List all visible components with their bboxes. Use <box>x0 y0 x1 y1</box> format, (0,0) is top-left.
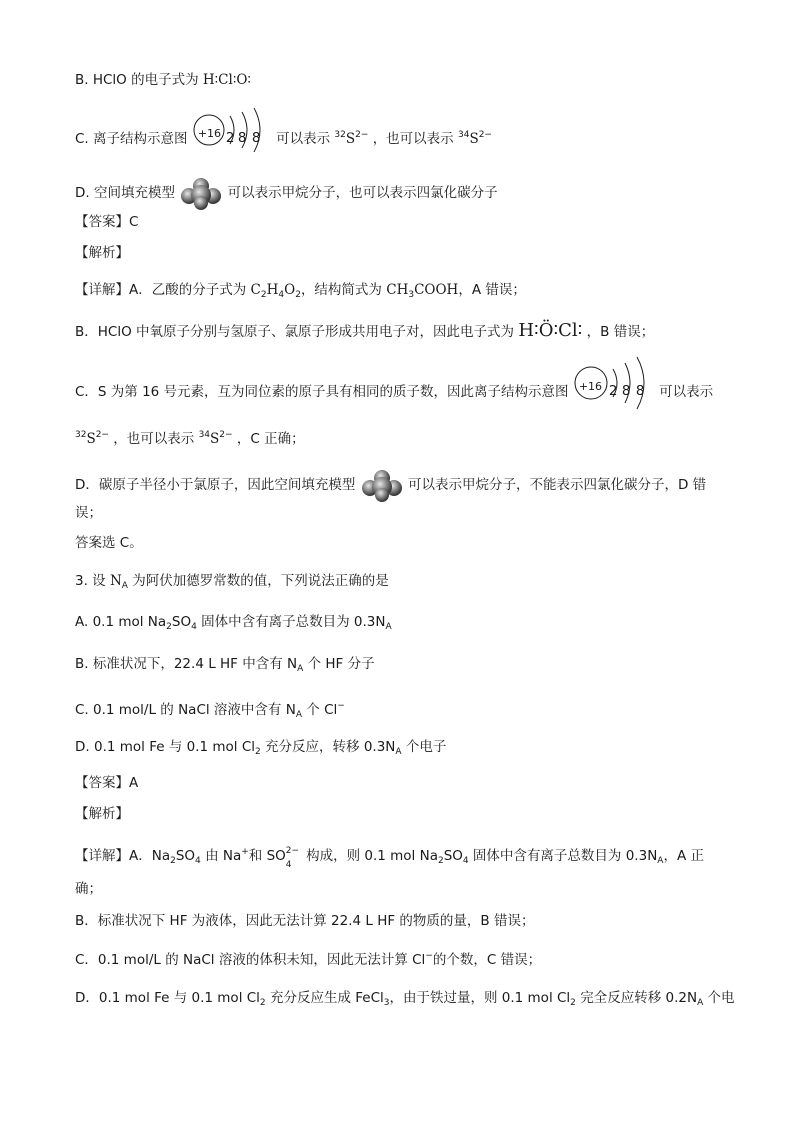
text: ，由于铁过量，则 0.1 mol Cl <box>389 990 571 1006</box>
shell-1: 2 <box>225 130 235 146</box>
option-text: 可以表示甲烷分子，也可以表示四氯化碳分子 <box>227 185 498 201</box>
text: 答案选 C。 <box>75 535 143 551</box>
text: 的个数，C 错误； <box>432 952 542 968</box>
methane-model-icon <box>360 468 404 502</box>
text: B. 标准状况下，22.4 L HF 中含有 N <box>75 656 298 672</box>
q3-option-c <box>75 696 345 725</box>
text: 误； <box>75 505 102 521</box>
shell-3: 8 <box>251 130 261 146</box>
q2-answer <box>75 212 138 232</box>
q2-option-c <box>75 120 492 158</box>
q3-stem <box>75 571 389 596</box>
answer-tag: 【答案】C <box>75 214 139 230</box>
text: ，B 错误； <box>586 324 655 340</box>
superscript: − <box>425 951 433 961</box>
symbol: S <box>345 131 356 147</box>
q2-conclusion <box>75 533 143 553</box>
subscript: 4 <box>285 860 292 870</box>
formula-part: COOH <box>414 282 459 298</box>
shell-3: 8 <box>635 383 645 399</box>
text: ，也可以表示 <box>372 131 454 147</box>
subscript: A <box>657 856 664 866</box>
superscript: + <box>241 847 249 857</box>
superscript: − <box>337 701 345 711</box>
subscript: A <box>697 998 704 1008</box>
formula-part: O <box>284 282 296 298</box>
nucleus-charge: +16 <box>197 127 222 140</box>
text: A. 0.1 mol Na <box>75 614 167 630</box>
mass-number: 32 <box>75 430 87 440</box>
space-filling-model-image <box>179 176 223 210</box>
subscript: 2 <box>259 998 266 1008</box>
q2-explain-a <box>75 280 526 305</box>
electron-formula: H∶Cl∶O∶ <box>202 72 251 88</box>
q3-explain-a-line1 <box>75 842 704 871</box>
subscript: A <box>297 664 304 674</box>
charge: 2− <box>95 430 109 440</box>
text: B．HClO 中氧原子分别与氢原子、氯原子形成共用电子对，因此电子式为 <box>75 324 519 340</box>
text: 【详解】A．乙酸的分子式为 <box>75 282 251 298</box>
text: 【详解】A．Na <box>75 848 171 864</box>
space-filling-model-image <box>360 468 404 502</box>
mass-number: 32 <box>334 130 346 140</box>
subscript: A <box>121 581 128 591</box>
q2-option-b <box>75 70 251 90</box>
text: 确； <box>75 881 102 897</box>
text: 可以表示 <box>276 131 331 147</box>
text: 为阿伏加德罗常数的值，下列说法正确的是 <box>127 573 389 589</box>
q3-explain-b <box>75 911 534 931</box>
sulfate-charge <box>285 846 302 870</box>
text: 可以表示 <box>659 384 714 400</box>
text: 充分反应生成 FeCl <box>265 990 384 1006</box>
symbol: S <box>469 131 479 147</box>
q3-answer <box>75 773 138 793</box>
q2-option-d <box>75 176 498 210</box>
text: 个 Cl <box>301 702 338 718</box>
q2-explain-c-line1 <box>75 373 713 411</box>
subscript: 2 <box>170 856 176 866</box>
option-text: D. 空间填充模型 <box>75 185 175 201</box>
text: SO <box>443 848 463 864</box>
text: C．0.1 mol/L 的 NaCl 溶液的体积未知，因此无法计算 Cl <box>75 952 426 968</box>
shell-2: 8 <box>621 383 631 399</box>
q3-option-b <box>75 654 375 679</box>
electron-formula: H∶Ö∶Cl∶ <box>518 320 583 341</box>
analysis-tag: 【解析】 <box>75 245 129 261</box>
q2-explain-d-line1 <box>75 468 706 502</box>
text: 个电 <box>703 990 735 1006</box>
q2-explain-b <box>75 321 654 342</box>
formula-part: H <box>266 282 279 298</box>
text: 个电子 <box>401 739 447 755</box>
text: 个 HF 分子 <box>303 656 375 672</box>
q3-explain-d <box>75 988 735 1013</box>
methane-model-icon <box>179 176 223 210</box>
symbol: N <box>109 573 122 589</box>
mass-number: 34 <box>457 130 470 140</box>
subscript: 2 <box>437 856 444 866</box>
text: SO <box>175 848 196 864</box>
text: C. 0.1 mol/L 的 NaCl 溶液中含有 N <box>75 702 296 718</box>
subscript: 2 <box>295 290 301 300</box>
q3-option-d <box>75 737 446 762</box>
text: D. 0.1 mol Fe 与 0.1 mol Cl <box>75 739 255 755</box>
shell-2: 8 <box>237 130 247 146</box>
answer-tag: 【答案】A <box>75 775 139 791</box>
text: ，也可以表示 <box>113 431 195 447</box>
text: 可以表示甲烷分子，不能表示四氯化碳分子，D 错 <box>408 477 707 493</box>
subscript: 2 <box>255 747 261 757</box>
subscript: 4 <box>278 290 285 300</box>
text: 固体中含有离子总数目为 0.3N <box>196 614 386 630</box>
nucleus-charge: +16 <box>578 380 603 393</box>
subscript: A <box>295 710 302 720</box>
subscript: A <box>385 622 392 632</box>
formula-part: CH <box>386 282 409 298</box>
text: ，C 正确； <box>236 431 305 447</box>
q3-explain-a-line2 <box>75 879 102 899</box>
shell-1: 2 <box>608 383 618 399</box>
subscript: 3 <box>408 290 415 300</box>
symbol: S <box>86 431 96 447</box>
q2-explain-d-line2 <box>75 503 102 523</box>
text: ，结构简式为 <box>300 282 387 298</box>
charge: 2− <box>219 430 233 440</box>
text: ，A 错误； <box>458 282 526 298</box>
subscript: A <box>395 747 402 757</box>
ion-structure-diagram <box>192 120 272 158</box>
ion-structure-diagram <box>573 373 655 411</box>
option-text: B. HClO 的电子式为 <box>75 72 199 88</box>
text: D．碳原子半径小于氯原子，因此空间填充模型 <box>75 477 356 493</box>
text: ，A 正 <box>663 848 704 864</box>
formula-part: C <box>250 282 261 298</box>
text: B．标准状况下 HF 为液体，因此无法计算 22.4 L HF 的物质的量，B 错误； <box>75 913 535 929</box>
text: 充分反应，转移 0.3N <box>260 739 396 755</box>
charge: 2− <box>355 130 369 140</box>
subscript: 2 <box>260 290 267 300</box>
text: 和 SO <box>248 848 286 864</box>
q3-explain-c <box>75 946 541 970</box>
subscript: 4 <box>195 856 201 866</box>
text: 3. 设 <box>75 573 110 589</box>
subscript: 2 <box>570 998 576 1008</box>
text: 完全反应转移 0.2N <box>575 990 698 1006</box>
text: 由 Na <box>200 848 242 864</box>
text: 构成，则 0.1 mol Na <box>301 848 438 864</box>
q3-option-a <box>75 612 392 637</box>
text: D．0.1 mol Fe 与 0.1 mol Cl <box>75 990 260 1006</box>
symbol: S <box>210 431 220 447</box>
q2-analysis <box>75 243 129 263</box>
analysis-tag: 【解析】 <box>75 806 129 822</box>
superscript: 2− <box>285 846 300 856</box>
q3-analysis <box>75 804 129 824</box>
subscript: 3 <box>383 998 390 1008</box>
subscript: 2 <box>166 622 172 632</box>
text: C．S 为第 16 号元素，互为同位素的原子具有相同的质子数，因此离子结构示意图 <box>75 384 569 400</box>
subscript: 4 <box>191 622 197 632</box>
charge: 2− <box>478 130 492 140</box>
option-text: C. 离子结构示意图 <box>75 131 188 147</box>
mass-number: 34 <box>198 430 211 440</box>
subscript: 4 <box>462 856 469 866</box>
text: SO <box>171 614 192 630</box>
q2-explain-c-line2 <box>75 425 305 449</box>
text: 固体中含有离子总数目为 0.3N <box>468 848 658 864</box>
